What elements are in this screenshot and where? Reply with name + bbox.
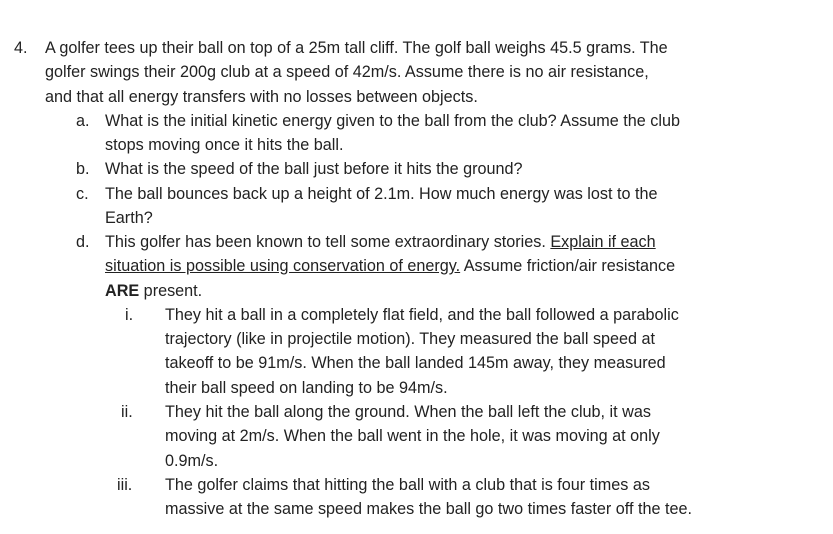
part-d-line-3 [105, 279, 202, 303]
part-b-marker: b. [76, 160, 90, 178]
part-c-line-2: Earth? [105, 209, 153, 227]
part-a-marker: a. [76, 112, 90, 130]
subpart-ii-line-3: 0.9m/s. [165, 452, 219, 470]
part-d-underlined-instruction-2: situation is possible using conservation of energy. [105, 257, 461, 275]
subpart-iii-line-1: The golfer claims that hitting the ball with a club that is four times as [165, 476, 650, 494]
part-d-line-2 [105, 254, 675, 278]
subpart-i-line-1: They hit a ball in a completely flat field, and the ball followed a parabolic [165, 306, 679, 324]
part-a-line-2: stops moving once it hits the ball. [105, 136, 344, 154]
subpart-i-line-3: takeoff to be 91m/s. When the ball landed 145m away, they measured [165, 354, 666, 372]
part-d-marker: d. [76, 233, 90, 251]
subpart-i-line-4: their ball speed on landing to be 94m/s. [165, 379, 448, 397]
subpart-ii-marker: ii. [121, 403, 133, 421]
subpart-iii-marker: iii. [117, 476, 133, 494]
part-d-line-3-text: present. [139, 282, 203, 300]
part-b-line-1: What is the speed of the ball just before it hits the ground? [105, 160, 523, 178]
part-d-underlined-instruction-1: Explain if each [550, 233, 656, 251]
subpart-ii-line-2: moving at 2m/s. When the ball went in the hole, it was moving at only [165, 427, 660, 445]
question-text-line-3: and that all energy transfers with no losses between objects. [45, 88, 478, 106]
part-c-marker: c. [76, 185, 89, 203]
subpart-iii-line-2: massive at the same speed makes the ball go two times faster off the tee. [165, 500, 692, 518]
part-d-line-1-text: This golfer has been known to tell some extraordinary stories. [105, 233, 551, 251]
part-d-line-2-text: Assume friction/air resistance [460, 257, 676, 275]
question-text-line-1: A golfer tees up their ball on top of a 25m tall cliff. The golf ball weighs 45.5 grams. The [45, 39, 668, 57]
part-d-line-1 [105, 230, 656, 254]
subpart-i-marker: i. [125, 306, 134, 324]
part-c-line-1: The ball bounces back up a height of 2.1m. How much energy was lost to the [105, 185, 658, 203]
part-d-bold-word: ARE [105, 282, 140, 300]
subpart-ii-line-1: They hit the ball along the ground. When the ball left the club, it was [165, 403, 651, 421]
question-text-line-2: golfer swings their 200g club at a speed of 42m/s. Assume there is no air resistance, [45, 63, 649, 81]
subpart-i-line-2: trajectory (like in projectile motion). They measured the ball speed at [165, 330, 656, 348]
part-a-line-1: What is the initial kinetic energy given to the ball from the club? Assume the club [105, 112, 680, 130]
question-number: 4. [14, 39, 28, 57]
